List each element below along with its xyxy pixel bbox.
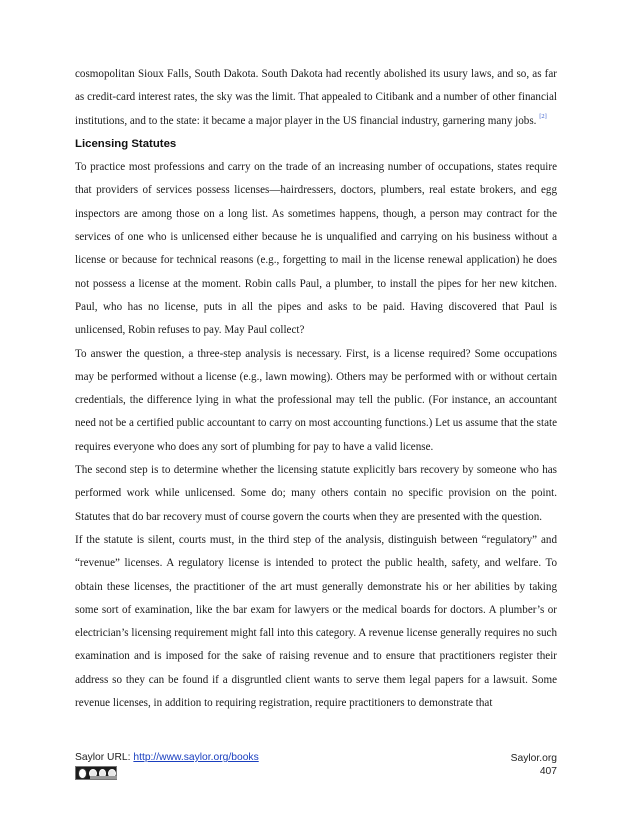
body-text [75, 63, 557, 715]
footer-source [75, 752, 259, 763]
section-heading: Licensing Statutes [75, 137, 177, 150]
cc-circle-icon [78, 768, 87, 779]
badge-strip [90, 776, 117, 779]
footer-url-label: Saylor URL: [75, 752, 134, 763]
paragraph-1-text: cosmopolitan Sioux Falls, South Dakota. South Dakota had recently abolished its usury laws, and so, as far as credit-card interest rates, the sky was the limit. That appealed to Citibank and a number of other financial institutions, and to the state: it became a major player in the US financial industry, garnering many jobs. [75, 68, 557, 127]
paragraph-2: To practice most professions and carry on the trade of an increasing number of occupations, states require that providers of services possess licenses—hairdressers, doctors, plumbers, real estate brokers, and egg inspectors are among those on a long list. As sometimes happens, though, a person may contract for the services of one who is unlicensed either because he is unqualified and carrying on his business without a license or because for technical reasons (e.g., forgetting to mail in the license renewal application) he does not possess a license at the moment. Robin calls Paul, a plumber, to install the pipes for her new kitchen. Paul, who has no license, puts in all the pipes and asks to be paid. Having discovered that Paul is unlicensed, Robin refuses to pay. May Paul collect? [75, 161, 557, 337]
paragraph-4: The second step is to determine whether the licensing statute explicitly bars recovery by someone who has performed work while unlicensed. Some do; many others contain no specific provision on the point. Statutes that do bar recovery must of course govern the courts when they are presented with the question. [75, 464, 557, 523]
footer-site: Saylor.org [510, 753, 557, 764]
page-number: 407 [539, 766, 557, 777]
footer-page-info [511, 752, 557, 778]
paragraph-1 [75, 63, 557, 133]
footnote-reference[interactable]: [2] [539, 112, 547, 120]
paragraph-3: To answer the question, a three-step analysis is necessary. First, is a license required? Some occupations may be performed without a license (e.g., lawn mowing). Others may be performed with or without certain credentials, the difference lying in what the professional may tell the public. (For instance, an accountant need not be a certified public accountant to carry on most accounting functions.) Let us assume that the state requires everyone who does any sort of plumbing for pay to have a valid license. [75, 347, 557, 453]
paragraph-5: If the statute is silent, courts must, in the third step of the analysis, distinguish between “regulatory” and “revenue” licenses. A regulatory license is intended to protect the public health, safety, and welfare. To obtain these licenses, the practitioner of the art must generally demonstrate his or her abilities by taking some sort of examination, like the bar exam for lawyers or the medical boards for doctors. A plumber’s or electrician’s licensing requirement might fall into this category. A revenue license generally requires no such examination and is imposed for the sake of raising revenue and to ensure that practitioners register their address so they can be found if a disgruntled client wants to serve them legal papers for a lawsuit. Some revenue licenses, in addition to requiring registration, require practitioners to demonstrate that [75, 533, 557, 710]
footer-url-link[interactable]: http://www.saylor.org/books [133, 752, 259, 763]
cc-by-nc-sa-icon [75, 766, 117, 780]
